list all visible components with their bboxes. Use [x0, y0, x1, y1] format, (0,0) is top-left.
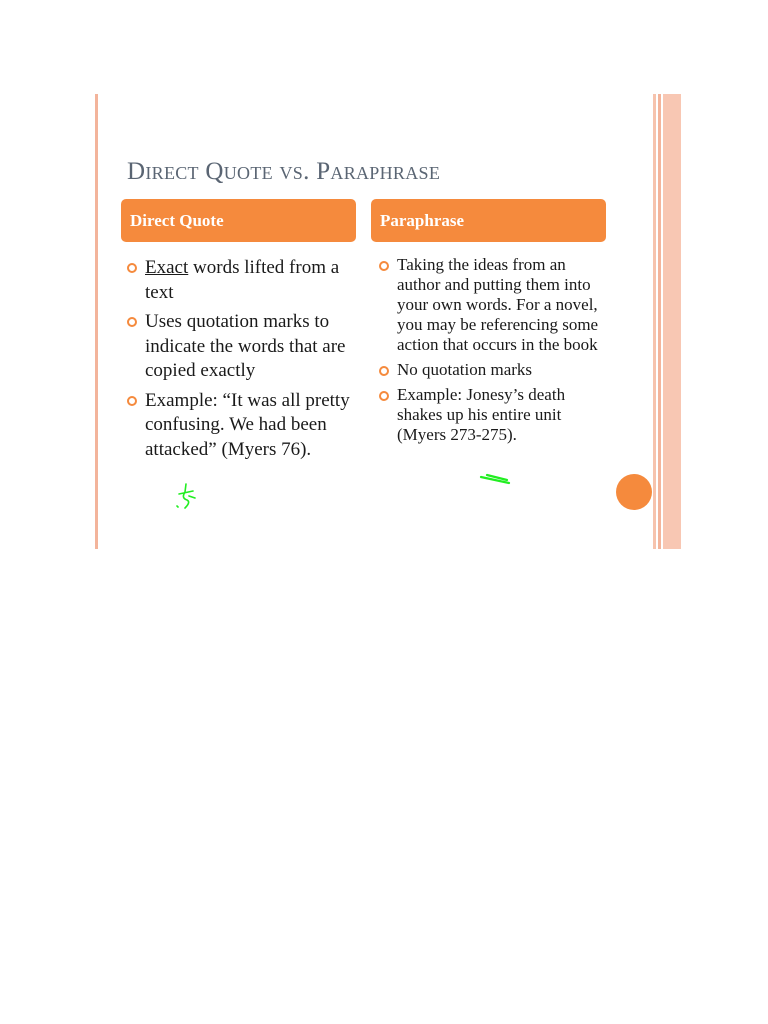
bullet-text: Taking the ideas from an author and putting them into your own words. For a novel, you may be referencing some action that occurs in the book	[397, 255, 599, 354]
paraphrase-list	[379, 255, 605, 450]
ink-strike-icon	[479, 472, 513, 488]
bullet-text: No quotation marks	[397, 360, 533, 379]
bullet-icon	[127, 396, 137, 406]
paraphrase-header: Paraphrase	[371, 199, 606, 242]
ink-scribble-icon	[173, 482, 199, 512]
bullet-text: Example: Jonesy’s death shakes up his entire unit (Myers 273-275).	[397, 385, 566, 444]
decorative-circle-icon	[616, 474, 652, 510]
slide-right-stripes	[653, 94, 681, 549]
slide	[95, 94, 681, 549]
bullet-text: Uses quotation marks to indicate the words that are copied exactly	[145, 311, 346, 381]
bullet-icon	[379, 261, 389, 271]
bullet-icon	[127, 263, 137, 273]
direct-quote-list	[127, 256, 359, 467]
bullet-icon	[127, 317, 137, 327]
list-item	[127, 389, 359, 463]
list-item	[379, 385, 605, 445]
bullet-text: words lifted from a text	[145, 257, 340, 303]
list-item	[379, 360, 605, 380]
direct-quote-header: Direct Quote	[121, 199, 356, 242]
list-item	[379, 255, 605, 355]
list-item	[127, 256, 359, 305]
slide-title: Direct Quote vs. Paraphrase	[127, 158, 441, 185]
bullet-icon	[379, 366, 389, 376]
slide-left-rule	[95, 94, 98, 549]
bullet-underlined-word: Exact	[145, 257, 189, 278]
list-item	[127, 310, 359, 384]
bullet-text: Example: “It was all pretty confusing. We had been attacked” (Myers 76).	[145, 389, 350, 460]
bullet-icon	[379, 391, 389, 401]
